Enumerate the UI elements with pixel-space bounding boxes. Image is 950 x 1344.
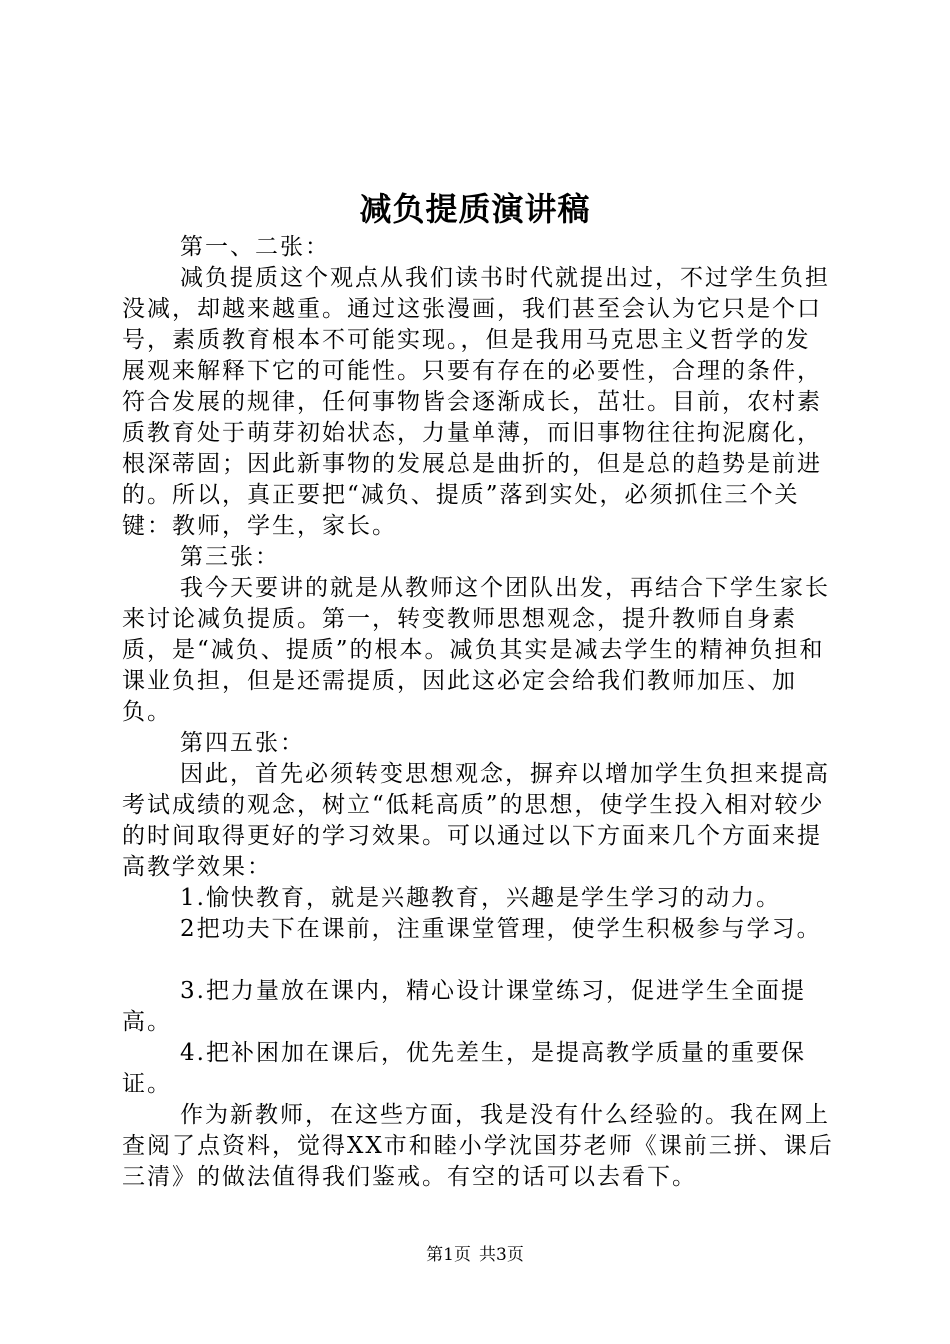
page-number: 第1页 [426,1245,471,1265]
list-item: 4.把补困加在课后，优先差生，是提高教学质量的重要保证。 [122,1040,806,1097]
paragraph: 作为新教师，在这些方面，我是没有什么经验的。我在网上查阅了点资料，觉得XX市和睦小学沈国芬老师《课前三拼、课后三清》的做法值得我们鉴戒。有空的话可以去看下。 [122,1102,834,1190]
list-item: 2把功夫下在课前，注重课堂管理，使学生积极参与学习。 [180,916,822,942]
list-item: 1.愉快教育，就是兴趣教育，兴趣是学生学习的动力。 [180,885,781,911]
page-total: 共3页 [479,1245,524,1265]
paragraph: 减负提质这个观点从我们读书时代就提出过，不过学生负担没减，却越来越重。通过这张漫画，我们甚至会认为它只是个口号，素质教育根本不可能实现。，但是我用马克思主义哲学的发展观来解释下它的可能性。只要有存在的必要性，合理的条件，符合发展的规律，任何事物皆会逐渐成长，茁壮。目前，农村素质教育处于萌芽初始状态，力量单薄，而旧事物往往拘泥腐化，根深蒂固；因此新事物的发展总是曲折的，但是总的趋势是前进的。所以，真正要把“减负、提质”落到实处，必须抓住三个关键：教师，学生，家长。 [122,265,830,539]
paragraph: 因此，首先必须转变思想观念，摒弃以增加学生负担来提高考试成绩的观念，树立“低耗高质”的思想，使学生投入相对较少的时间取得更好的学习效果。可以通过以下方面来几个方面来提高教学效果： [122,761,830,880]
blank-line [122,945,834,976]
section-heading: 第一、二张： [180,234,330,260]
section-heading: 第四五张： [180,730,305,756]
document-title: 减负提质演讲稿 [359,190,591,228]
section-heading: 第三张： [180,544,280,570]
list-item: 3.把力量放在课内，精心设计课堂练习，促进学生全面提高。 [122,978,806,1035]
page-footer [0,1243,950,1267]
paragraph: 我今天要讲的就是从教师这个团队出发，再结合下学生家长来讨论减负提质。第一，转变教师思想观念，提升教师自身素质，是“减负、提质”的根本。减负其实是减去学生的精神负担和课业负担，但是还需提质，因此这必定会给我们教师加压、加负。 [122,575,830,725]
document-body [122,232,834,1193]
